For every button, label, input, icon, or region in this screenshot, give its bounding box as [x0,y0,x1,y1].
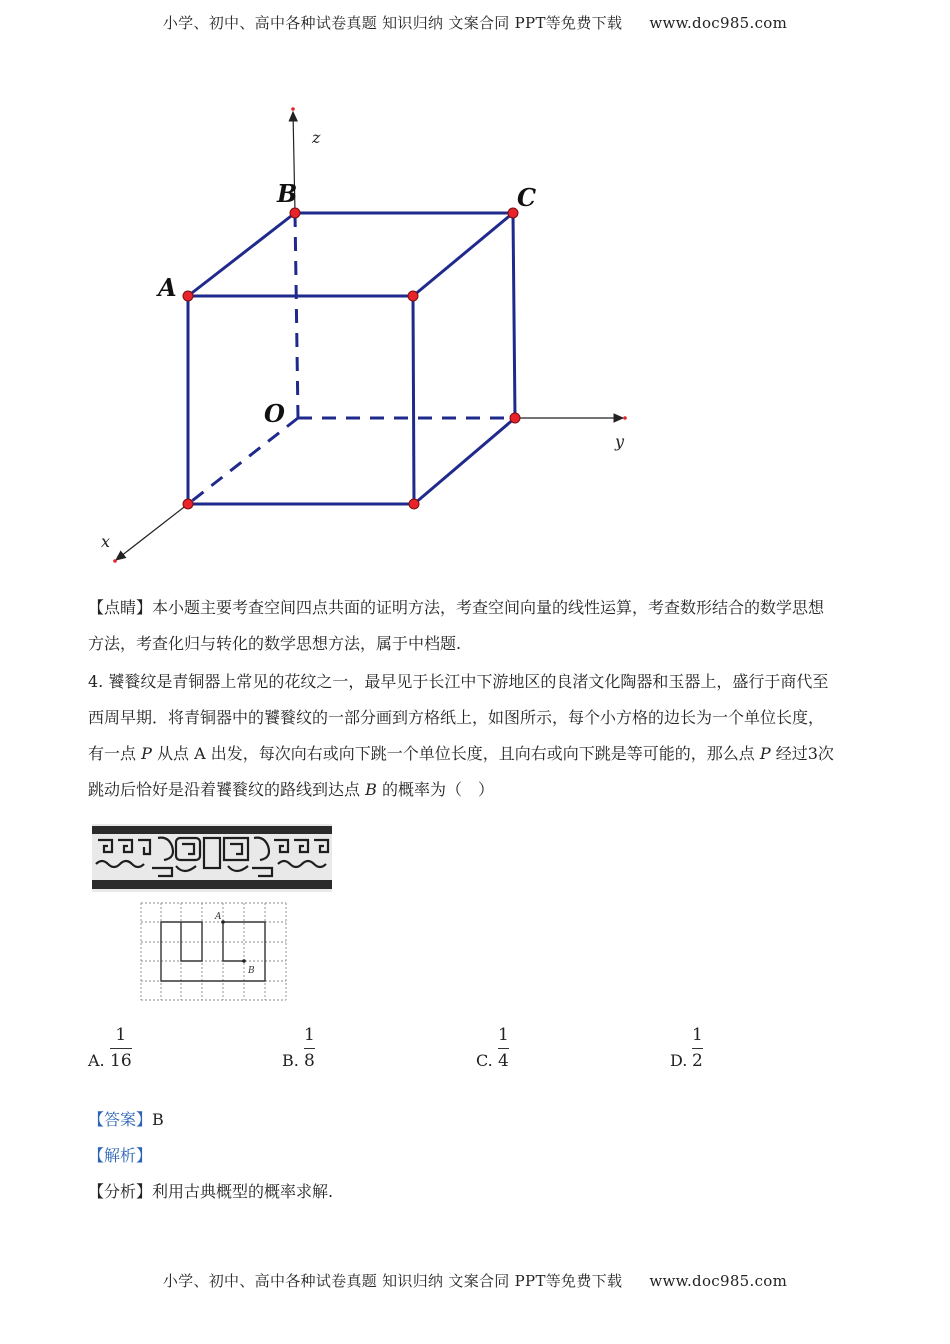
x-axis [116,504,188,560]
footer-url: www.doc985.com [649,1272,788,1290]
option-c-label: C. [476,1051,493,1070]
jiexi-tag: 【解析】 [88,1146,153,1165]
edge-C-down [513,213,515,418]
point-front-bottom [409,499,419,509]
q4-text: 经过3次 [775,744,834,763]
fraction-numerator: 1 [304,1025,315,1045]
footer-text: 小学、初中、高中各种试卷真题 知识归纳 文案合同 PPT等免费下载 [162,1272,623,1290]
answer-line [88,1102,868,1138]
jiexi-line [88,1138,868,1174]
dianjing-paragraph [88,590,868,662]
label-A: A [158,273,177,302]
q4-line-1: 4. 饕餮纹是青铜器上常见的花纹之一，最早见于长江中下游地区的良渚文化陶器和玉器上，盛行于商代至 [88,672,829,691]
fraction-denominator: 8 [304,1051,315,1071]
cube-figure [90,100,650,570]
question-4 [88,664,868,808]
option-b-fraction [304,1025,315,1071]
option-c-fraction [498,1025,509,1071]
q4-text: 的概率为（ ） [381,780,494,799]
header-text: 小学、初中、高中各种试卷真题 知识归纳 文案合同 PPT等免费下载 [162,14,623,32]
fenxi-line [88,1174,868,1210]
fraction-denominator: 4 [498,1051,509,1071]
q4-line-3 [88,736,868,772]
fraction-denominator: 2 [692,1051,703,1071]
x-axis-tip [113,559,117,563]
q4-var-p: P [141,744,152,763]
label-O: O [264,399,285,428]
label-y: y [615,432,625,451]
dianjing-line-2: 方法，考查化归与转化的数学思想方法，属于中档题. [88,634,462,653]
fraction-numerator: 1 [498,1025,509,1045]
z-axis-tip [291,107,295,111]
fraction-bar [692,1048,703,1049]
label-x: x [101,532,111,551]
edge-AB [188,213,295,296]
grid-point-A [221,920,225,924]
page-header [0,12,950,33]
label-C: C [517,183,537,212]
page-footer [0,1270,950,1291]
option-a-label: A. [88,1051,105,1070]
edge-BO-dashed [295,213,298,418]
y-axis-tip [623,416,627,420]
option-d-fraction [692,1025,703,1071]
option-d-label: D. [670,1051,688,1070]
q4-text: 从点 [156,744,189,763]
dianjing-text-1: 本小题主要考查空间四点共面的证明方法，考查空间向量的线性运算，考查数形结合的数学思想 [152,598,825,617]
fraction-numerator: 1 [692,1025,703,1045]
option-b-label: B. [282,1051,299,1070]
point-y-bottom [510,413,520,423]
option-a-fraction [110,1025,132,1071]
edge-front-down [413,296,414,504]
fraction-bar [498,1048,509,1049]
answer-value: B [152,1110,164,1129]
taotie-pattern-image [92,824,332,892]
q4-var-a: A [194,744,206,763]
edge-bottom-right [414,418,515,504]
edge-O-x-dashed [188,418,298,504]
q4-text: 有一点 [88,744,137,763]
fenxi-text: 利用古典概型的概率求解. [152,1182,334,1201]
dianjing-line-1 [88,590,868,626]
point-B [290,208,300,218]
dianjing-tag: 【点睛】 [88,598,153,617]
fraction-denominator: 16 [110,1051,132,1071]
fraction-numerator: 1 [115,1025,127,1045]
grid-label-B: B [248,966,255,976]
label-B: B [277,179,298,208]
grid-label-A: A [215,912,222,922]
q4-line-2: 西周早期．将青铜器中的饕餮纹的一部分画到方格纸上，如图所示，每个小方格的边长为一个单位长度， [88,708,825,727]
grid-diagram [140,902,290,1004]
fraction-bar [304,1048,315,1049]
answer-section [88,1102,868,1210]
answer-tag: 【答案】 [88,1110,153,1129]
point-front-top [408,291,418,301]
q4-var-b: B [365,780,377,799]
header-url: www.doc985.com [649,14,788,32]
label-z: z [312,128,321,147]
q4-line-4 [88,772,868,808]
fraction-bar [110,1048,132,1049]
point-x-bottom [183,499,193,509]
fenxi-tag: 【分析】 [88,1182,153,1201]
grid-point-B [242,959,246,963]
q4-text: 跳动后恰好是沿着饕餮纹的路线到达点 [88,780,361,799]
q4-text: 出发，每次向右或向下跳一个单位长度，且向右或向下跳是等可能的，那么点 [210,744,755,763]
point-A [183,291,193,301]
edge-front-C [413,213,513,296]
q4-var-p: P [759,744,771,763]
